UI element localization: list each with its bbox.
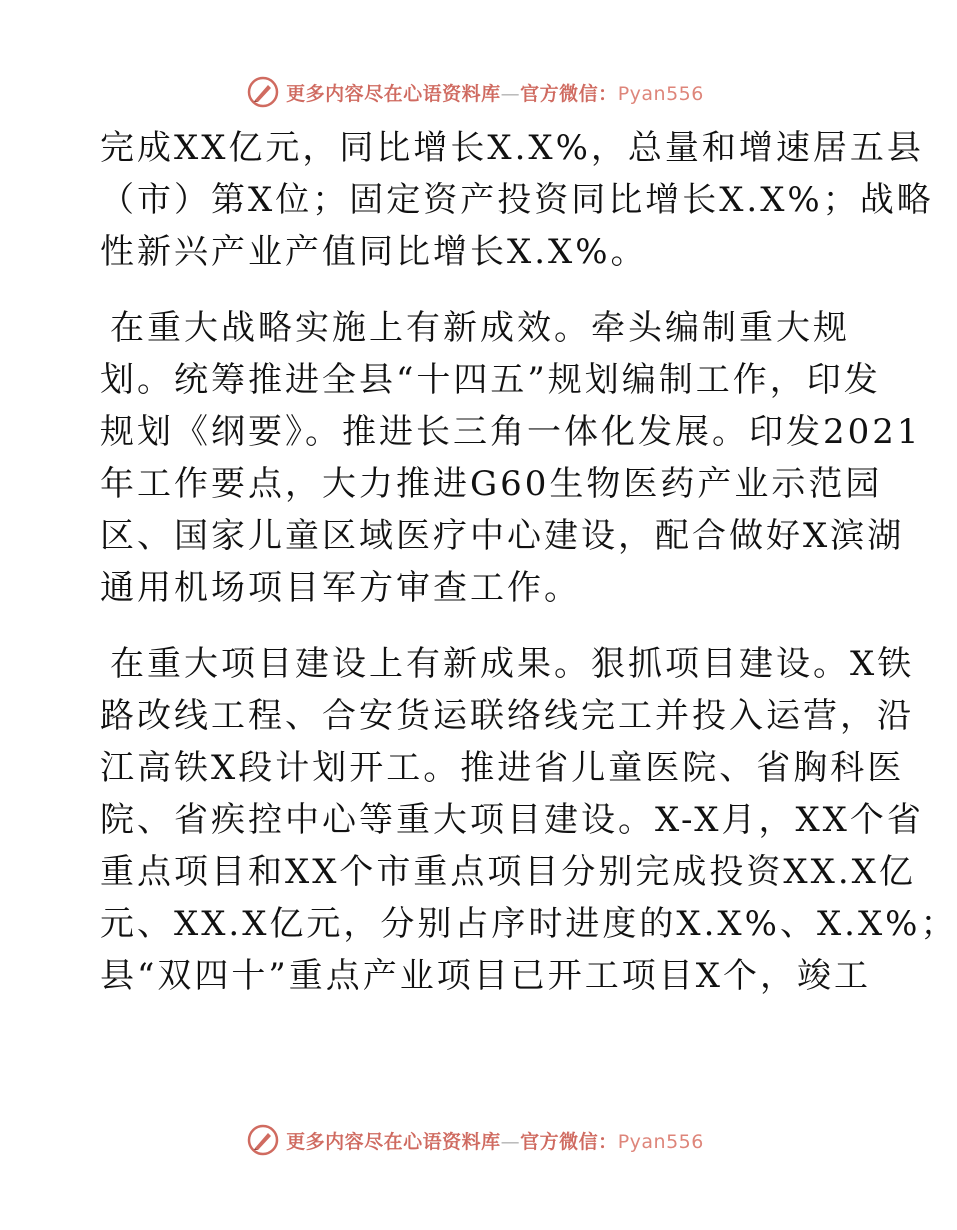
- text-line: 元、XX.X亿元，分别占序时进度的X.X%、X.X%；: [100, 904, 957, 944]
- text-line: 县“双四十”重点产业项目已开工项目X个，竣工: [100, 956, 871, 996]
- watermark-header: [0, 72, 950, 112]
- text-line: 性新兴产业产值同比增长X.X%。: [100, 232, 648, 272]
- text-line: 规划《纲要》。推进长三角一体化发展。印发2021: [100, 412, 922, 452]
- watermark-wechat-label: 官方微信：: [520, 1130, 618, 1153]
- text-line: 通用机场项目军方审查工作。: [100, 568, 581, 608]
- paragraph-2: [100, 302, 922, 614]
- watermark-text: [286, 1127, 704, 1154]
- text-line: 区、国家儿童区域医疗中心建设，配合做好X滨湖: [100, 516, 905, 556]
- text-line: 江高铁X段计划开工。推进省儿童医院、省胸科医: [100, 748, 905, 788]
- text-line: 路改线工程、合安货运联络线完工并投入运营，沿: [100, 696, 914, 736]
- text-line: （市）第X位；固定资产投资同比增长X.X%；战略: [100, 180, 934, 220]
- watermark-separator: —: [500, 82, 521, 105]
- text-line: 在重大项目建设上有新成果。狠抓项目建设。X铁: [110, 644, 915, 684]
- watermark-wechat-id: Pyan556: [617, 1130, 704, 1153]
- paragraph-1: [100, 122, 934, 278]
- text-line: 完成XX亿元，同比增长X.X%，总量和增速居五县: [100, 128, 924, 168]
- pen-logo-icon: [246, 1123, 280, 1157]
- text-line: 在重大战略实施上有新成效。牵头编制重大规: [110, 308, 850, 348]
- document-body: [100, 122, 957, 1002]
- pen-logo-icon: [246, 75, 280, 109]
- watermark-text: [286, 79, 704, 106]
- watermark-wechat-label: 官方微信：: [520, 82, 618, 105]
- text-line: 划。统筹推进全县“十四五”规划编制工作，印发: [100, 360, 881, 400]
- text-line: 重点项目和XX个市重点项目分别完成投资XX.X亿: [100, 852, 916, 892]
- watermark-brand: 更多内容尽在心语资料库: [286, 82, 501, 105]
- watermark-separator: —: [500, 1130, 521, 1153]
- watermark-wechat-id: Pyan556: [617, 82, 704, 105]
- watermark-brand: 更多内容尽在心语资料库: [286, 1130, 501, 1153]
- text-line: 院、省疾控中心等重大项目建设。X-X月，XX个省: [100, 800, 924, 840]
- watermark-footer: [0, 1120, 950, 1160]
- text-line: 年工作要点，大力推进G60生物医药产业示范园: [100, 464, 883, 504]
- paragraph-3: [100, 638, 957, 1002]
